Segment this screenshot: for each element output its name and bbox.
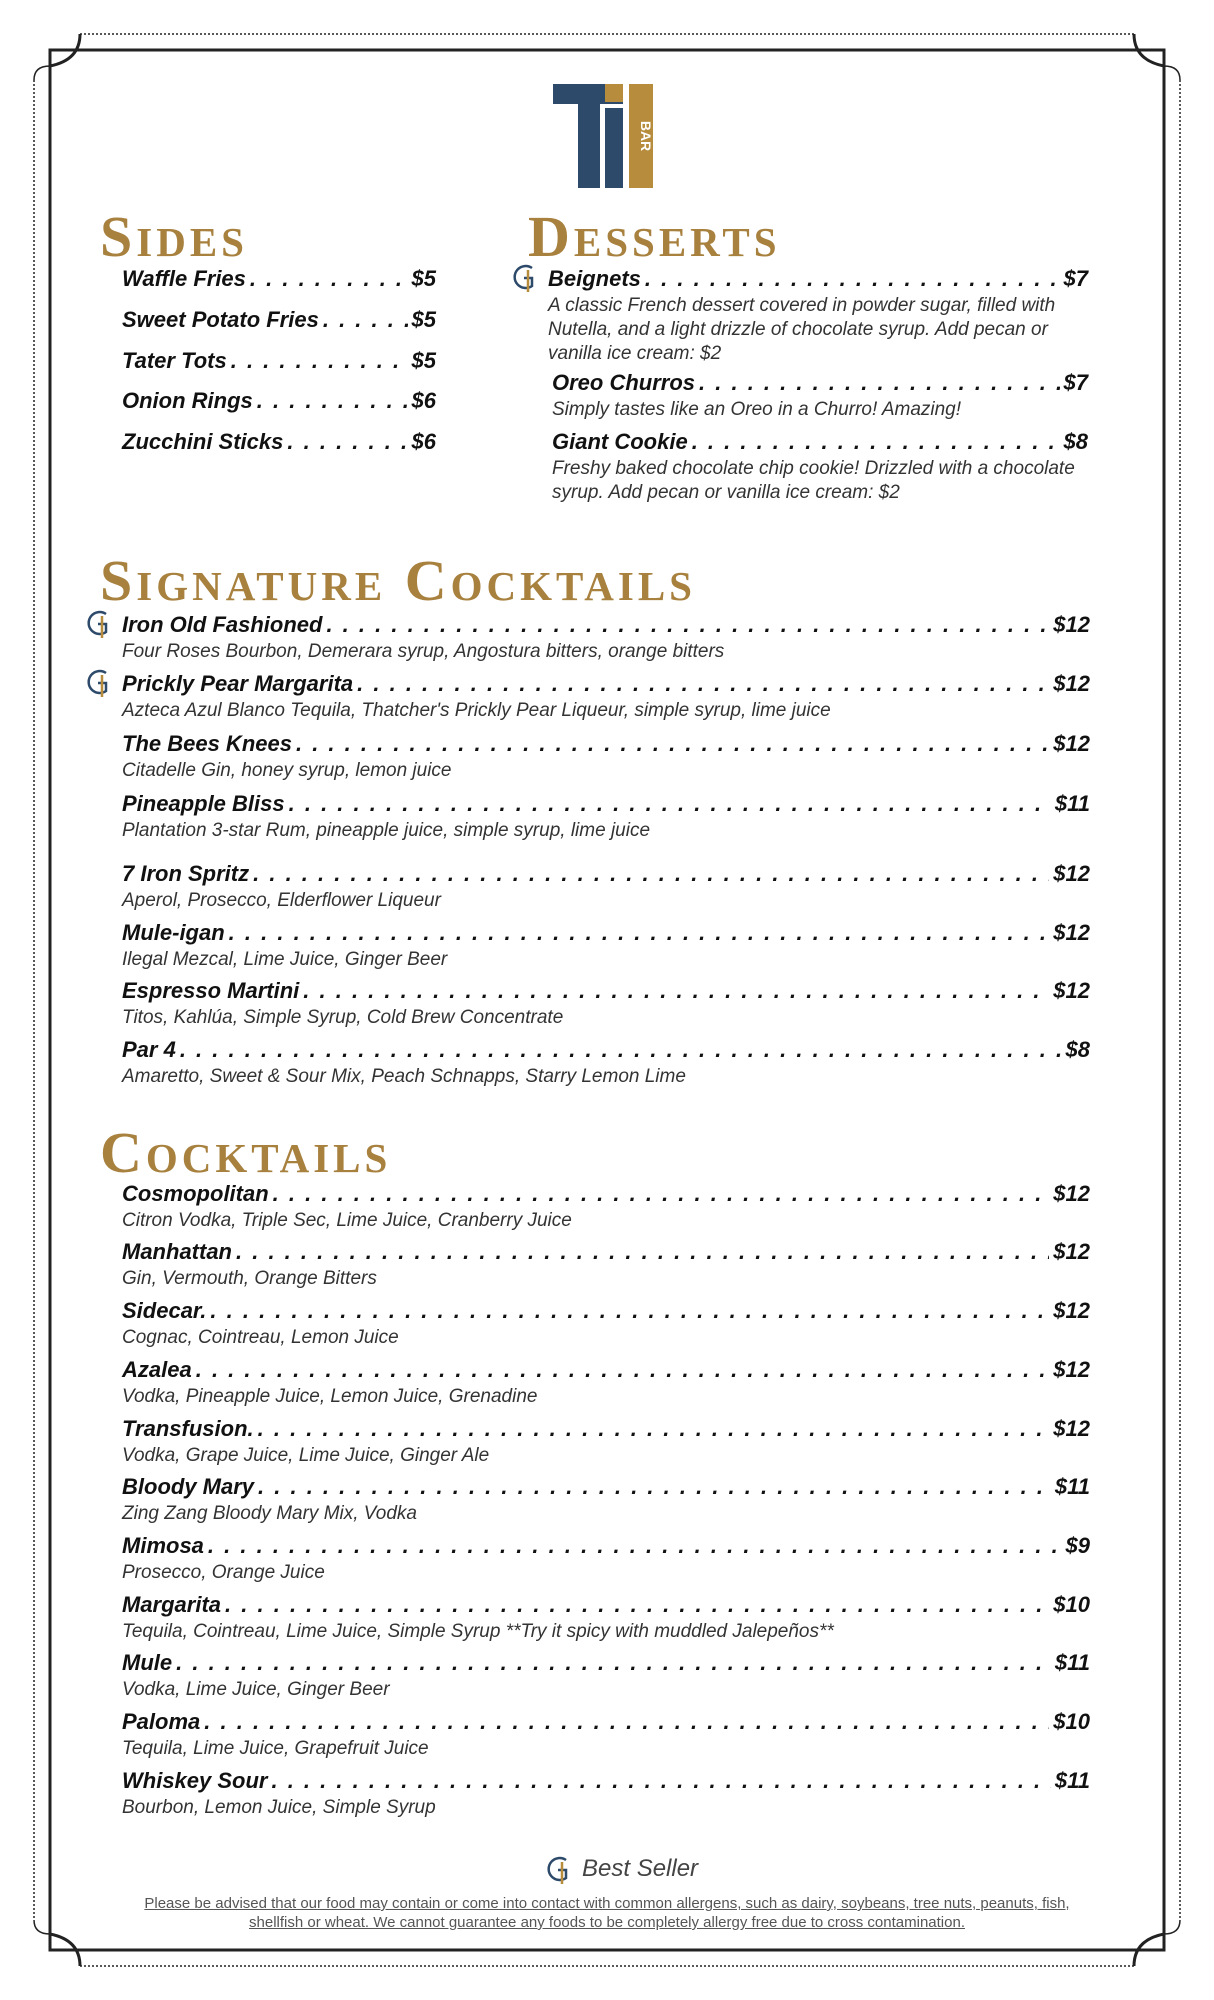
item-price: $12 (1053, 1239, 1090, 1264)
dot-leader (296, 731, 1049, 757)
item-description: Aperol, Prosecco, Elderflower Liqueur (122, 890, 441, 911)
dot-leader (253, 861, 1049, 887)
item-price: $12 (1053, 978, 1090, 1003)
item-description: Cognac, Cointreau, Lemon Juice (122, 1327, 399, 1348)
signature-cocktail-menu-item (122, 978, 1090, 1030)
item-description: Four Roses Bourbon, Demerara syrup, Angostura bitters, orange bitters (122, 641, 725, 662)
dot-leader (180, 1037, 1062, 1063)
cocktail-menu-item (122, 1416, 1090, 1468)
item-name: The Bees Knees (122, 731, 292, 756)
dot-leader (326, 612, 1049, 638)
item-price: $5 (411, 266, 436, 291)
item-name: Transfusion. (122, 1416, 254, 1441)
item-name: Manhattan (122, 1239, 232, 1264)
item-description: Prosecco, Orange Juice (122, 1562, 325, 1583)
item-description: Tequila, Lime Juice, Grapefruit Juice (122, 1738, 429, 1759)
dot-leader (250, 266, 408, 292)
best-seller-g-icon (508, 260, 538, 294)
item-price: $10 (1053, 1592, 1090, 1617)
signature-cocktail-menu-item (122, 920, 1090, 972)
item-name: Mule-igan (122, 920, 225, 945)
dot-leader (289, 791, 1051, 817)
cocktail-menu-item (122, 1709, 1090, 1761)
item-description: Azteca Azul Blanco Tequila, Thatcher's Prickly Pear Liqueur, simple syrup, lime juice (122, 700, 831, 721)
dot-leader (273, 1181, 1050, 1207)
item-price: $12 (1053, 731, 1090, 756)
sides-menu-item (122, 307, 436, 333)
cocktail-menu-item (122, 1592, 1090, 1644)
dot-leader (196, 1357, 1050, 1383)
cocktail-menu-item (122, 1357, 1090, 1409)
item-price: $5 (411, 307, 436, 332)
item-description: Vodka, Lime Juice, Ginger Beer (122, 1679, 390, 1700)
item-description: Ilegal Mezcal, Lime Juice, Ginger Beer (122, 949, 448, 970)
dot-leader (357, 671, 1049, 697)
cocktail-menu-item (122, 1298, 1090, 1350)
item-description: Plantation 3-star Rum, pineapple juice, simple syrup, lime juice (122, 820, 651, 841)
item-price: $8 (1063, 429, 1088, 454)
item-price: $8 (1065, 1037, 1090, 1062)
dot-leader (225, 1592, 1049, 1618)
item-description: Vodka, Grape Juice, Lime Juice, Ginger Ale (122, 1445, 490, 1466)
item-description: Gin, Vermouth, Orange Bitters (122, 1268, 377, 1289)
item-price: $11 (1054, 1650, 1090, 1675)
item-name: Par 4 (122, 1037, 176, 1062)
item-price: $12 (1053, 671, 1090, 696)
item-name: Waffle Fries (122, 266, 246, 291)
item-description: Zing Zang Bloody Mary Mix, Vodka (122, 1503, 417, 1524)
dot-leader (257, 388, 408, 414)
signature-cocktail-menu-item (122, 1037, 1090, 1089)
signature-cocktail-menu-item (122, 612, 1090, 664)
desserts-heading: Desserts (528, 204, 781, 269)
item-name: Mule (122, 1650, 173, 1675)
item-price: $12 (1053, 1416, 1090, 1441)
item-price: $5 (411, 348, 436, 373)
sides-heading: Sides (100, 204, 248, 269)
item-name: Oreo Churros (552, 370, 696, 395)
best-seller-g-icon (82, 606, 112, 640)
item-name: Onion Rings (122, 388, 253, 413)
item-name: Giant Cookie (552, 429, 688, 454)
item-description: Amaretto, Sweet & Sour Mix, Peach Schnapps, Starry Lemon Lime (122, 1066, 686, 1087)
item-description: Citadelle Gin, honey syrup, lemon juice (122, 760, 452, 781)
item-description: Citron Vodka, Triple Sec, Lime Juice, Cranberry Juice (122, 1210, 572, 1231)
item-price: $7 (1063, 370, 1088, 395)
ti-bar-logo (553, 84, 668, 188)
item-price: $12 (1053, 1181, 1090, 1206)
item-name: Beignets (548, 266, 641, 291)
item-name: 7 Iron Spritz (122, 861, 250, 886)
item-name: Azalea (122, 1357, 192, 1382)
signature-cocktail-menu-item (122, 791, 1090, 843)
sides-menu-item (122, 266, 436, 292)
desserts-menu-item (552, 429, 1088, 505)
item-price: $10 (1053, 1709, 1090, 1734)
item-price: $11 (1054, 1768, 1090, 1793)
item-description: Titos, Kahlúa, Simple Syrup, Cold Brew Concentrate (122, 1007, 564, 1028)
item-description: Freshy baked chocolate chip cookie! Drizzled with a chocolate syrup. Add pecan or vanilla ice cream: $2 (552, 458, 1075, 503)
item-description: Simply tastes like an Oreo in a Churro! Amazing! (552, 399, 962, 420)
cocktail-menu-item (122, 1533, 1090, 1585)
signature-cocktails-heading: Signature Cocktails (100, 548, 696, 613)
logo-subtext: BAR (638, 120, 654, 152)
signature-cocktail-menu-item (122, 731, 1090, 783)
item-price: $11 (1054, 1474, 1090, 1499)
cocktail-menu-item (122, 1181, 1090, 1233)
item-price: $7 (1063, 266, 1088, 291)
item-price: $12 (1053, 612, 1090, 637)
item-description: Vodka, Pineapple Juice, Lemon Juice, Grenadine (122, 1386, 538, 1407)
signature-cocktail-menu-item (122, 861, 1090, 913)
dot-leader (645, 266, 1060, 292)
best-seller-g-icon (542, 1852, 572, 1886)
dot-leader (204, 1709, 1049, 1735)
item-name: Zucchini Sticks (122, 429, 284, 454)
item-price: $6 (411, 429, 436, 454)
item-name: Espresso Martini (122, 978, 300, 1003)
item-price: $12 (1053, 920, 1090, 945)
cocktail-menu-item (122, 1650, 1090, 1702)
sides-menu-item (122, 429, 436, 455)
item-name: Mimosa (122, 1533, 204, 1558)
cocktail-menu-item (122, 1768, 1090, 1820)
dot-leader (692, 429, 1060, 455)
item-name: Prickly Pear Margarita (122, 671, 354, 696)
dot-leader (303, 978, 1049, 1004)
item-name: Sidecar. (122, 1298, 207, 1323)
cocktails-heading: Cocktails (100, 1120, 392, 1185)
dot-leader (699, 370, 1059, 396)
item-description: Bourbon, Lemon Juice, Simple Syrup (122, 1797, 436, 1818)
dot-leader (210, 1298, 1049, 1324)
best-seller-label: Best Seller (582, 1855, 699, 1882)
item-name: Iron Old Fashioned (122, 612, 323, 637)
item-price: $12 (1053, 1298, 1090, 1323)
item-price: $6 (411, 388, 436, 413)
cocktail-menu-item (122, 1474, 1090, 1526)
best-seller-g-icon (82, 665, 112, 699)
item-name: Whiskey Sour (122, 1768, 268, 1793)
desserts-menu-item (548, 266, 1088, 366)
item-name: Sweet Potato Fries (122, 307, 319, 332)
sides-menu-item (122, 348, 436, 374)
dot-leader (231, 348, 408, 374)
dot-leader (236, 1239, 1049, 1265)
dot-leader (176, 1650, 1051, 1676)
dot-leader (258, 1474, 1051, 1500)
item-name: Pineapple Bliss (122, 791, 285, 816)
item-price: $11 (1054, 791, 1090, 816)
item-price: $9 (1065, 1533, 1090, 1558)
item-description: A classic French dessert covered in powder sugar, filled with Nutella, and a light drizzle of chocolate syrup. Add pecan or vanilla ice cream: $2 (548, 295, 1056, 364)
dot-leader (287, 429, 407, 455)
dot-leader (258, 1416, 1050, 1442)
item-name: Bloody Mary (122, 1474, 255, 1499)
item-name: Cosmopolitan (122, 1181, 269, 1206)
desserts-menu-item (552, 370, 1088, 422)
cocktail-menu-item (122, 1239, 1090, 1291)
signature-cocktail-menu-item (122, 671, 1090, 723)
item-price: $12 (1053, 1357, 1090, 1382)
item-description: Tequila, Cointreau, Lime Juice, Simple Syrup **Try it spicy with muddled Jalepeños** (122, 1621, 834, 1642)
dot-leader (208, 1533, 1062, 1559)
dot-leader (271, 1768, 1050, 1794)
allergen-disclaimer[interactable]: Please be advised that our food may contain or come into contact with common allergens, such as dairy, soybeans, tree nuts, peanuts, fish, shellfish or wheat. We cannot guarantee any foods to be completely allergy free due to cross contamination. (144, 1895, 1070, 1931)
item-price: $12 (1053, 861, 1090, 886)
item-name: Tater Tots (122, 348, 227, 373)
dot-leader (323, 307, 408, 333)
item-name: Paloma (122, 1709, 201, 1734)
sides-menu-item (122, 388, 436, 414)
best-seller-legend (542, 1852, 698, 1886)
item-name: Margarita (122, 1592, 222, 1617)
dot-leader (229, 920, 1050, 946)
